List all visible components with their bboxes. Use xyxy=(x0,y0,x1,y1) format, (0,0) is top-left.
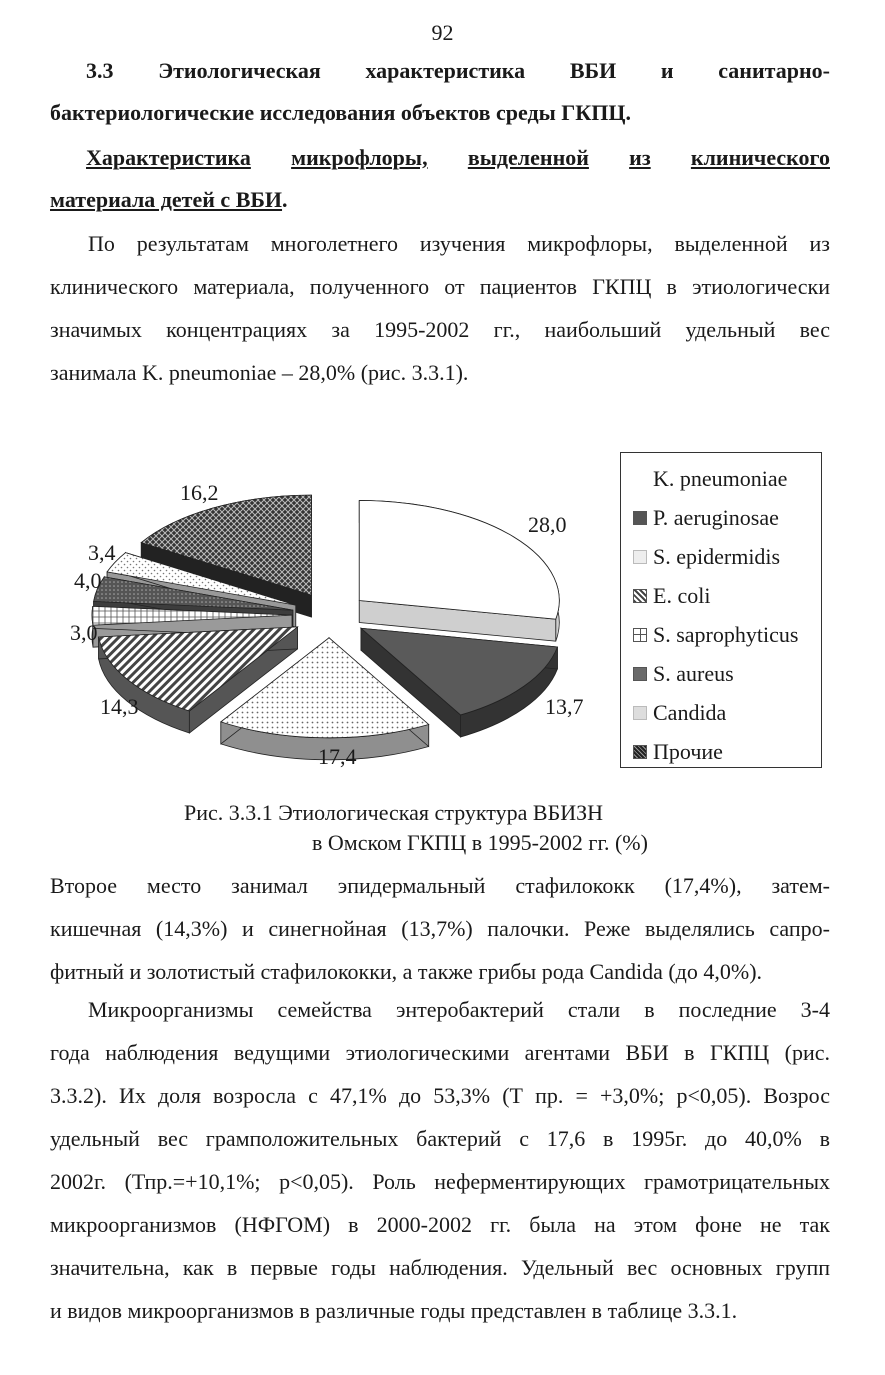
pie-slices-group xyxy=(92,495,559,760)
data-label-e-coli: 14,3 xyxy=(100,694,139,719)
paragraph-line: Микроорганизмы семейства энтеробактерий стали в последние 3-4 xyxy=(88,997,830,1022)
paragraph-line: кишечная (14,3%) и синегнойная (13,7%) палочки. Реже выделялись сапро- xyxy=(50,916,830,941)
subheading-word: выделенной xyxy=(467,145,589,170)
data-label-other: 16,2 xyxy=(180,480,219,505)
figure-caption-line2: в Омском ГКПЦ в 1995-2002 гг. (%) xyxy=(312,830,648,855)
subheading-word: из xyxy=(629,145,651,170)
legend-label: P. aeruginosae xyxy=(653,504,779,530)
paragraph-line: и видов микроорганизмов в различные годы представлен в таблице 3.3.1. xyxy=(50,1298,738,1323)
legend-item xyxy=(633,732,821,771)
paragraph-line: По результатам многолетнего изучения микрофлоры, выделенной из xyxy=(88,231,830,256)
legend-label: Прочие xyxy=(653,738,723,764)
data-label-p-aeruginosae: 13,7 xyxy=(545,694,584,719)
heading-word: Этиологическая xyxy=(158,58,321,83)
paragraph-line: 2002г. (Тпр.=+10,1%; p<0,05). Роль неферментирующих грамотрицательных xyxy=(50,1169,830,1194)
data-label-k-pneumoniae: 28,0 xyxy=(528,512,567,537)
heading-word: характеристика xyxy=(365,58,526,83)
paragraph-line: значимых концентрациях за 1995-2002 гг., наибольший удельный вес xyxy=(50,317,830,342)
heading-word: и xyxy=(660,58,674,83)
data-label-candida: 3,4 xyxy=(88,540,116,565)
legend-swatch xyxy=(633,745,647,759)
subheading-text: материала детей с ВБИ xyxy=(50,187,283,212)
legend-swatch xyxy=(633,511,647,525)
paragraph-line: Второе место занимал эпидермальный стафилококк (17,4%), затем- xyxy=(50,873,830,898)
subheading-word: клинического xyxy=(690,145,830,170)
paragraph-line: микроорганизмов (НФГОМ) в 2000-2002 гг. была на этом фоне не так xyxy=(50,1212,830,1237)
legend-swatch xyxy=(633,472,653,486)
legend-item xyxy=(633,693,821,732)
chart-legend xyxy=(620,452,822,768)
legend-label: K. pneumoniae xyxy=(653,465,788,491)
legend-item xyxy=(633,459,821,498)
paragraph-line: клинического материала, полученного от пациентов ГКПЦ в этиологически xyxy=(50,274,830,299)
paragraph-line: занимала K. pneumoniae – 28,0% (рис. 3.3.1). xyxy=(50,360,469,385)
legend-swatch xyxy=(633,550,647,564)
legend-label: S. epidermidis xyxy=(653,543,781,569)
page-number: 92 xyxy=(431,20,454,45)
subheading-period: . xyxy=(282,187,288,212)
legend-item xyxy=(633,576,821,615)
heading-word: санитарно- xyxy=(718,58,830,83)
section-heading-line1 xyxy=(86,58,830,84)
paragraph-line: значительна, как в первые годы наблюдения. Удельный вес основных групп xyxy=(50,1255,830,1280)
legend-item xyxy=(633,537,821,576)
subheading-line1 xyxy=(86,145,830,171)
subheading-word: микрофлоры, xyxy=(291,145,428,170)
section-heading-line2: бактериологические исследования объектов среды ГКПЦ. xyxy=(50,100,631,125)
paragraph-third xyxy=(50,988,830,1332)
paragraph-second xyxy=(50,864,830,993)
data-label-s-aureus: 4,0 xyxy=(74,568,102,593)
legend-label: E. coli xyxy=(653,582,711,608)
subheading-word: Характеристика xyxy=(86,145,251,170)
paragraph-line: удельный вес грамположительных бактерий с 17,6 в 1995г. до 40,0% в xyxy=(50,1126,830,1151)
legend-label: S. aureus xyxy=(653,660,734,686)
heading-word: 3.3 xyxy=(86,58,114,83)
legend-swatch xyxy=(633,706,647,720)
legend-swatch xyxy=(633,589,647,603)
legend-label: Candida xyxy=(653,699,727,725)
data-label-s-saprophyticus: 3,0 xyxy=(70,620,98,645)
legend-swatch xyxy=(633,628,647,642)
legend-item xyxy=(633,654,821,693)
paragraph-line: года наблюдения ведущими этиологическими агентами ВБИ в ГКПЦ (рис. xyxy=(50,1040,830,1065)
legend-swatch xyxy=(633,667,647,681)
paragraph-line: 3.3.2). Их доля возросла с 47,1% до 53,3% (Т пр. = +3,0%; p<0,05). Возрос xyxy=(50,1083,830,1108)
subheading-line2 xyxy=(50,187,794,213)
paragraph-line: фитный и золотистый стафилококки, а также грибы рода Candida (до 4,0%). xyxy=(50,959,763,984)
paragraph-intro xyxy=(50,222,830,394)
data-label-s-epidermidis: 17,4 xyxy=(318,744,357,769)
legend-item xyxy=(633,498,821,537)
figure-caption-line1: Рис. 3.3.1 Этиологическая структура ВБИЗН xyxy=(184,800,603,825)
legend-item xyxy=(633,615,821,654)
legend-label: S. saprophyticus xyxy=(653,621,799,647)
heading-word: ВБИ xyxy=(569,58,617,83)
